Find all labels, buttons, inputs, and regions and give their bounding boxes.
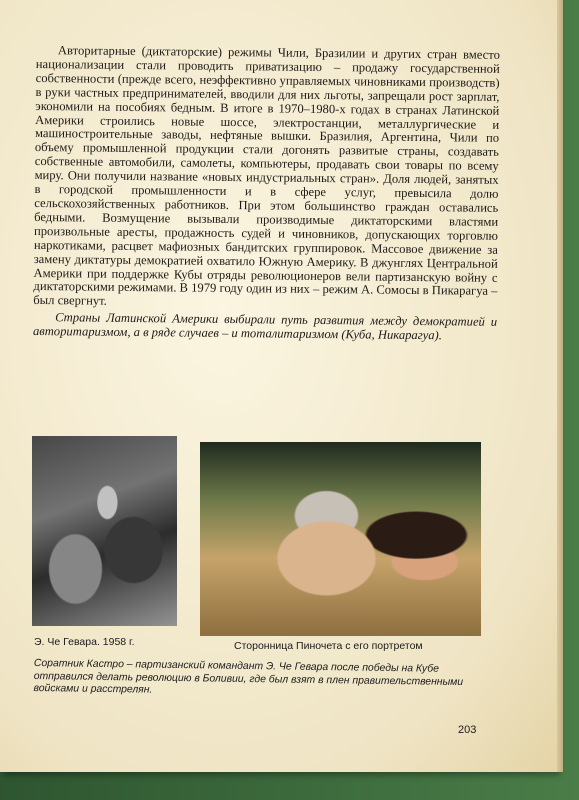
paragraph-2-italic: Страны Латинской Америки выбирали путь развития между демократией и авторитаризмом, а в ряде случаев – и тоталитаризмом (Куба, Никарагуа). [32,310,498,343]
figure-caption: Соратник Кастро – партизанский командант Э. Че Гевара после победы на Кубе отправился делать революцию в Боливии, где был взят в плен правительственными войсками и расстрелян. [33,658,464,696]
page-number: 203 [458,724,477,736]
photo-left-caption: Э. Че Гевара. 1958 г. [34,636,135,648]
page-edge [557,0,563,772]
che-guevara-photo [32,436,177,626]
pinochet-supporter-photo [200,442,481,636]
paragraph-1: Авторитарные (диктаторские) режимы Чили, Бразилии и других стран вместо национализации стали проводить приватизацию – продажу государственной собственности (прежде всего, неэффективно управляемых чиновниками производств) в руки частных предпринимателей, вводили для них льготы, запрещали рост зарплат, экономили на пособиях бедным. В итоге в 1970–1980-х годах в странах Латинской Америки строились новые шоссе, электростанции, металлургические и машиностроительные заводы, нефтяные вышки. Бразилия, Аргентина, Чили по объему промышленной продукции стали догонять развитые страны, создавать собственные автомобили, самолеты, компьютеры, продавать свои товары по всему миру. Они получили название «новых индустриальных стран». Доля людей, занятых в городской промышленности и в сфере услуг, превысила долю сельскохозяйственных работников. При этом большинство граждан оставались бедными. Возмущение вызывали производимые диктаторскими властями произвольные аресты, продажность судей и чиновников, допускающих торговлю наркотиками, расцвет мафиозных бандитских группировок. Массовое движение за замену диктатуры демократией охватило Южную Америку. В джунглях Центральной Америки при поддержке Кубы отряды революционеров вели партизанскую войну с диктаторскими режимами. В 1979 году один из них – режим А. Сомосы в Пикарагуа – был свергнут. [33,43,500,309]
photo-right-caption: Сторонница Пиночета с его портретом [234,640,423,652]
main-text [33,44,500,344]
